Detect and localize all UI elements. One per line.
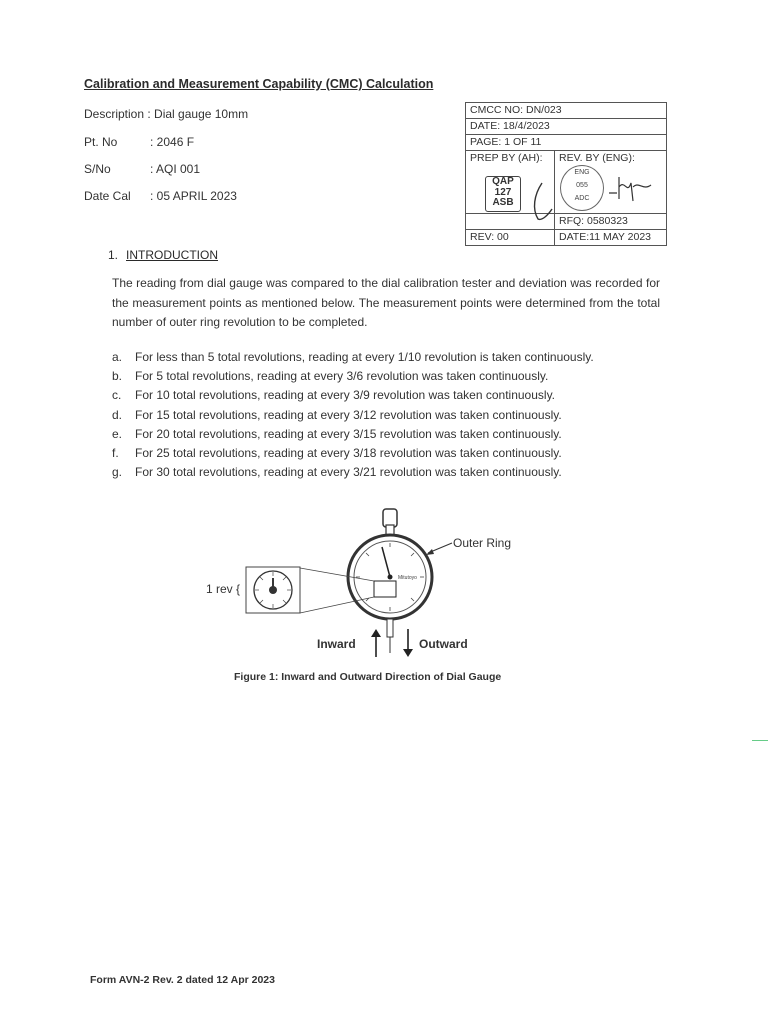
meta-value-date-cal: : 05 APRIL 2023 xyxy=(150,189,237,203)
list-item: b. For 5 total revolutions, reading at every 3/6 revolution was taken continuously. xyxy=(112,369,549,384)
dial-gauge-figure xyxy=(200,505,540,665)
rev-by-cell xyxy=(555,151,667,214)
gauge-top-stem xyxy=(383,509,397,527)
scan-edge-mark xyxy=(752,740,768,741)
qap-stamp: QAP 127 ASB xyxy=(485,176,521,212)
list-item: e. For 20 total revolutions, reading at every 3/15 revolution was taken continuously. xyxy=(112,426,562,441)
meta-label-date-cal: Date Cal xyxy=(84,189,131,203)
section-title: INTRODUCTION xyxy=(126,248,219,262)
section-heading xyxy=(108,248,218,262)
cmcc-number: CMCC NO: DN/023 xyxy=(466,103,667,119)
meta-value-pt-no: : 2046 F xyxy=(150,135,195,149)
prep-by-label: PREP BY (AH): xyxy=(470,152,543,164)
list-item: c. For 10 total revolutions, reading at every 3/9 revolution was taken continuously. xyxy=(112,388,556,403)
rev-date: DATE:11 MAY 2023 xyxy=(555,230,667,246)
section-number: 1. xyxy=(108,248,119,262)
prep-by-cell xyxy=(466,151,555,214)
list-item: a. For less than 5 total revolutions, reading at every 1/10 revolution is taken continuously. xyxy=(112,350,594,364)
inward-arrowhead xyxy=(371,629,381,637)
figure-caption: Figure 1: Inward and Outward Direction of Dial Gauge xyxy=(234,671,502,683)
outer-ring-label: Outer Ring xyxy=(453,536,512,550)
inward-label: Inward xyxy=(317,637,356,651)
rfq-number: RFQ: 0580323 xyxy=(555,214,667,230)
intro-paragraph: The reading from dial gauge was compared to the dial calibration tester and deviation was recorded for the measurement points as mentioned below. The measurement points were determined from the total number of outer ring revolution to be completed. xyxy=(112,276,660,329)
outward-label: Outward xyxy=(419,637,468,651)
cmcc-date: DATE: 18/4/2023 xyxy=(466,119,667,135)
one-rev-label: 1 rev { xyxy=(206,582,241,596)
meta-label-serial-no: S/No xyxy=(84,162,111,176)
gauge-lower-stem xyxy=(387,619,393,637)
eng-stamp: ENG 055 ADC xyxy=(560,165,604,211)
cmcc-page: PAGE: 1 OF 11 xyxy=(466,135,667,151)
outer-ring-arrowhead xyxy=(426,549,434,555)
meta-label-pt-no: Pt. No xyxy=(84,135,118,149)
rev-signature xyxy=(607,169,653,205)
cmcc-info-box xyxy=(465,102,667,246)
document-title: Calibration and Measurement Capability (CMC) Calculation xyxy=(84,77,434,91)
zoomed-counter-hub xyxy=(269,586,277,594)
rev-number: REV: 00 xyxy=(466,230,555,246)
list-item: f. For 25 total revolutions, reading at every 3/18 revolution was taken continuously. xyxy=(112,445,562,460)
revolution-list xyxy=(112,350,594,484)
prep-signature xyxy=(528,181,556,223)
list-item: d. For 15 total revolutions, reading at every 3/12 revolution was taken continuously. xyxy=(112,407,562,422)
meta-label-description: Description : Dial gauge 10mm xyxy=(84,107,249,121)
dial-brand-text: Mitutoyo xyxy=(398,575,417,581)
form-footer: Form AVN-2 Rev. 2 dated 12 Apr 2023 xyxy=(90,974,275,986)
list-item: g. For 30 total revolutions, reading at every 3/21 revolution was taken continuously. xyxy=(112,465,562,480)
rev-by-label: REV. BY (ENG): xyxy=(559,152,635,164)
dial-hub xyxy=(388,575,393,580)
meta-value-serial-no: : AQI 001 xyxy=(150,162,201,176)
outward-arrowhead xyxy=(403,649,413,657)
